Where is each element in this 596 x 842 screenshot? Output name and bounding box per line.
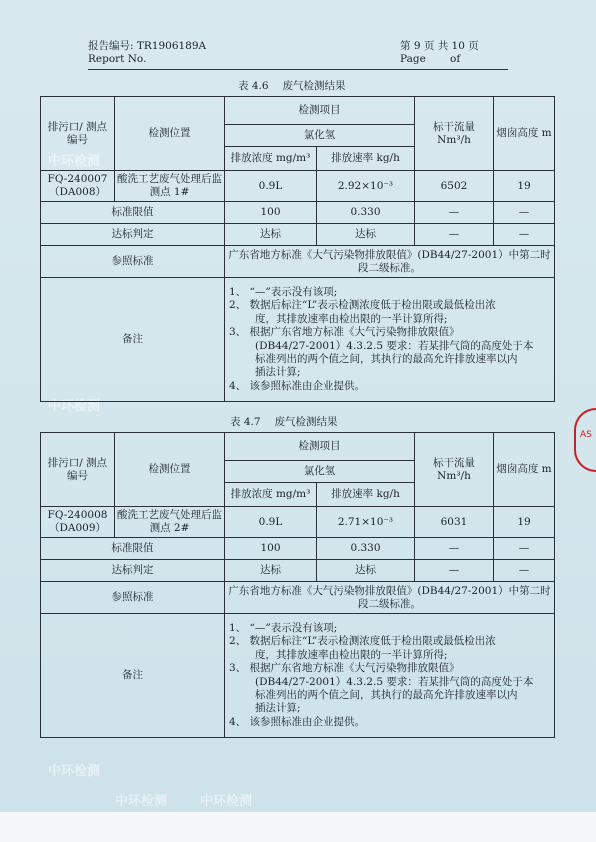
- rate-header: 排放速率 kg/h: [317, 483, 415, 507]
- flow-value: 6031: [415, 507, 494, 538]
- remark-line: 2、 数据后标注“L”表示检测浓度低于检出限或最低检出浓: [229, 635, 496, 648]
- judgement-height: —: [494, 224, 555, 246]
- remark-line: 度，其排放速率由检出限的一半计算所得;: [255, 312, 448, 325]
- watermark-logo: 中环检测: [48, 399, 101, 414]
- reference-label: 参照标准: [41, 582, 225, 614]
- page-bottom-margin: [0, 812, 596, 842]
- page-counter: 第 9 页 共 10 页: [400, 40, 479, 52]
- remark-line: (DB44/27-2001）4.3.2.5 要求：若某排气筒的高度处于本: [255, 339, 534, 352]
- remark-line: 插法计算;: [255, 366, 301, 379]
- judgement-flow: —: [415, 224, 494, 246]
- watermark-logo: 中环检测: [48, 154, 101, 169]
- limit-flow: —: [415, 202, 494, 224]
- remarks-label: 备注: [41, 278, 225, 402]
- judgement-concentration: 达标: [225, 560, 317, 582]
- remark-line: 3、 根据广东省地方标准《大气污染物排放限值》: [229, 662, 460, 675]
- concentration-header: 排放浓度 mg/m³: [225, 483, 317, 507]
- watermark-logo: 中环检测: [48, 764, 101, 779]
- judgement-rate: 达标: [317, 224, 415, 246]
- remark-line: (DB44/27-2001）4.3.2.5 要求：若某排气筒的高度处于本: [255, 675, 534, 688]
- judgement-height: —: [494, 560, 555, 582]
- remarks-content: [225, 278, 555, 402]
- remark-line: 插法计算;: [255, 702, 301, 715]
- judgement-row: [41, 560, 555, 582]
- table-row: [41, 507, 555, 538]
- remarks-label: 备注: [41, 614, 225, 738]
- table-number: 表 4.7: [230, 416, 261, 428]
- remarks-row: [41, 614, 555, 738]
- reference-label: 参照标准: [41, 246, 225, 278]
- height-header: 烟囱高度 m: [494, 433, 555, 507]
- flow-value: 6502: [415, 171, 494, 202]
- height-value: 19: [494, 507, 555, 538]
- reference-standard: 广东省地方标准《大气污染物排放限值》(DB44/27-2001）中第二时段二级标准。: [225, 582, 555, 614]
- judgement-label: 达标判定: [41, 560, 225, 582]
- page-label-en: Page: [400, 53, 426, 65]
- outlet-header: 排污口/ 测点编号: [41, 433, 115, 507]
- remark-line: 标准列出的两个值之间，其执行的最高允许排放速率以内: [255, 688, 518, 701]
- sampling-location: 酸洗工艺废气处理后监测点 1#: [115, 171, 225, 202]
- rate-value: 2.92×10⁻³: [317, 171, 415, 202]
- limit-flow: —: [415, 538, 494, 560]
- limit-row: [41, 538, 555, 560]
- page-of-en: of: [450, 53, 461, 65]
- sampling-location: 酸洗工艺废气处理后监测点 2#: [115, 507, 225, 538]
- substance-header: 氯化氢: [225, 125, 415, 147]
- limit-row: [41, 202, 555, 224]
- exhaust-gas-table: [40, 432, 555, 738]
- report-number: 报告编号: TR1906189A: [88, 40, 207, 52]
- judgement-concentration: 达标: [225, 224, 317, 246]
- table-number: 表 4.6: [238, 80, 269, 92]
- judgement-flow: —: [415, 560, 494, 582]
- concentration-header: 排放浓度 mg/m³: [225, 147, 317, 171]
- limit-rate: 0.330: [317, 538, 415, 560]
- table-row: [41, 171, 555, 202]
- limit-label: 标准限值: [41, 538, 225, 560]
- rate-header: 排放速率 kg/h: [317, 147, 415, 171]
- items-header: 检测项目: [225, 97, 415, 125]
- reference-standard: 广东省地方标准《大气污染物排放限值》(DB44/27-2001）中第二时段二级标准。: [225, 246, 555, 278]
- height-header: 烟囱高度 m: [494, 97, 555, 171]
- reference-row: [41, 582, 555, 614]
- outlet-header: 排污口/ 测点编号: [41, 97, 115, 171]
- concentration-value: 0.9L: [225, 507, 317, 538]
- outlet-id: FQ-240007 （DA008）: [41, 171, 115, 202]
- watermark-logo: 中环检测: [200, 794, 253, 809]
- report-number-en: Report No.: [88, 53, 147, 65]
- exhaust-gas-table: [40, 96, 555, 402]
- judgement-row: [41, 224, 555, 246]
- limit-concentration: 100: [225, 538, 317, 560]
- limit-label: 标准限值: [41, 202, 225, 224]
- rate-value: 2.71×10⁻³: [317, 507, 415, 538]
- remarks-row: [41, 278, 555, 402]
- judgement-rate: 达标: [317, 560, 415, 582]
- reference-row: [41, 246, 555, 278]
- judgement-label: 达标判定: [41, 224, 225, 246]
- remark-line: 3、 根据广东省地方标准《大气污染物排放限值》: [229, 326, 460, 339]
- remark-line: 1、 “—”表示没有该项;: [229, 621, 338, 634]
- table-title: 废气检测结果: [274, 416, 338, 428]
- remark-line: 4、 该参照标准由企业提供。: [229, 379, 366, 392]
- concentration-value: 0.9L: [225, 171, 317, 202]
- remark-line: 2、 数据后标注“L”表示检测浓度低于检出限或最低检出浓: [229, 299, 496, 312]
- limit-height: —: [494, 538, 555, 560]
- table-title: 废气检测结果: [282, 80, 346, 92]
- remark-line: 度，其排放速率由检出限的一半计算所得;: [255, 648, 448, 661]
- location-header: 检测位置: [115, 433, 225, 507]
- header-rule: [88, 69, 508, 70]
- limit-height: —: [494, 202, 555, 224]
- remark-line: 标准列出的两个值之间，其执行的最高允许排放速率以内: [255, 352, 518, 365]
- flow-header: 标干流量 Nm³/h: [415, 433, 494, 507]
- limit-concentration: 100: [225, 202, 317, 224]
- remark-line: 4、 该参照标准由企业提供。: [229, 715, 366, 728]
- height-value: 19: [494, 171, 555, 202]
- table-caption: [230, 414, 352, 429]
- limit-rate: 0.330: [317, 202, 415, 224]
- flow-header: 标干流量 Nm³/h: [415, 97, 494, 171]
- table-caption: [238, 78, 360, 93]
- remark-line: 1、 “—”表示没有该项;: [229, 285, 338, 298]
- substance-header: 氯化氢: [225, 461, 415, 483]
- remarks-content: [225, 614, 555, 738]
- red-seal-stamp: AS: [574, 408, 596, 472]
- location-header: 检测位置: [115, 97, 225, 171]
- outlet-id: FQ-240008 （DA009）: [41, 507, 115, 538]
- items-header: 检测项目: [225, 433, 415, 461]
- watermark-logo: 中环检测: [115, 794, 168, 809]
